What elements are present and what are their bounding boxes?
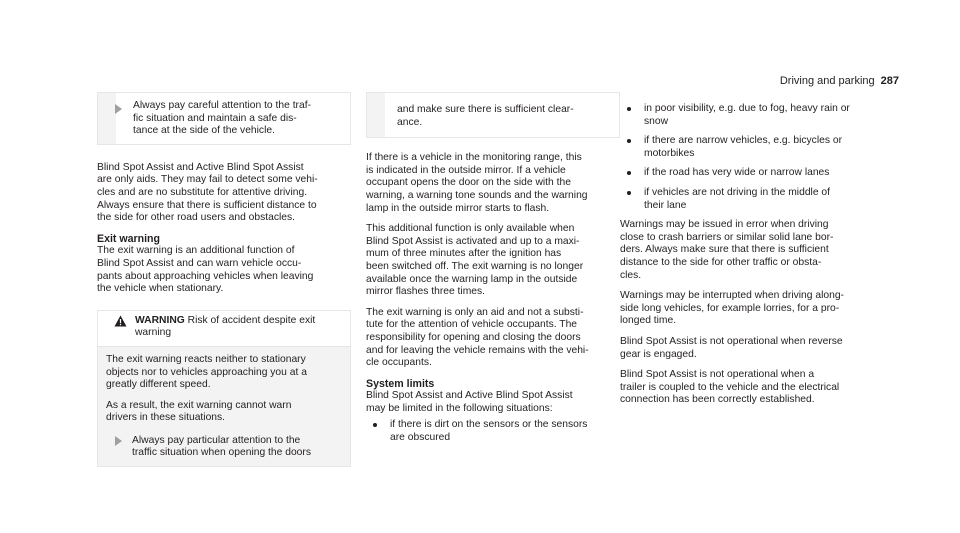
text-line: distance to the side for other traffic or obsta- xyxy=(620,256,822,268)
text-line: and for leaving the vehicle remains with the vehi- xyxy=(366,344,589,356)
text-line: if vehicles are not driving in the middle of xyxy=(644,186,831,198)
text-line: drivers in these situations. xyxy=(106,412,226,424)
text-line: The exit warning is only an aid and not a substi- xyxy=(366,306,584,318)
continued-step-box xyxy=(366,92,620,138)
text-line: pants about approaching vehicles when leaving xyxy=(97,270,314,282)
paragraph xyxy=(366,307,620,370)
text-line: connection has been correctly established. xyxy=(620,394,815,406)
text-line: If there is a vehicle in the monitoring range, this xyxy=(366,152,582,164)
page-header xyxy=(780,75,899,88)
text-line: is indicated in the outside mirror. If a vehicle xyxy=(366,164,566,176)
list-item xyxy=(620,103,905,128)
intro-paragraph xyxy=(97,162,351,225)
bullet-icon xyxy=(627,171,631,175)
text-line: fic situation and maintain a safe dis- xyxy=(133,112,297,124)
text-line: close to crash barriers or similar solid lane bor- xyxy=(620,231,834,243)
text-line: Always pay careful attention to the traf- xyxy=(133,100,311,111)
column-1 xyxy=(97,92,351,467)
text-line: their lane xyxy=(644,199,687,211)
text-line: mirror flashes three times. xyxy=(366,286,486,298)
text-line: occupant opens the door on the side with the xyxy=(366,177,571,189)
paragraph xyxy=(620,369,905,407)
text-line: Blind Spot Assist and can warn vehicle occu- xyxy=(97,257,302,269)
warning-title-text: Risk of accident despite exit xyxy=(187,314,316,326)
step-arrow-icon xyxy=(115,104,122,114)
bullet-icon xyxy=(627,191,631,195)
text-line: Warnings may be issued in error when driving xyxy=(620,219,829,231)
text-line: Always ensure that there is sufficient distance to xyxy=(97,199,317,211)
bullet-icon xyxy=(627,139,631,143)
step-arrow-icon xyxy=(115,436,122,446)
paragraph xyxy=(620,336,905,361)
warning-triangle-icon xyxy=(114,315,127,327)
text-line: greatly different speed. xyxy=(106,379,211,391)
text-line: available once the warning lamp in the outside xyxy=(366,273,578,285)
warning-title-text: warning xyxy=(135,327,172,339)
text-line: the vehicle when stationary. xyxy=(97,283,224,295)
text-line: snow xyxy=(644,115,669,127)
paragraph xyxy=(620,290,905,328)
text-line: longed time. xyxy=(620,315,677,327)
warning-title xyxy=(135,315,315,340)
text-line: Blind Spot Assist and Active Blind Spot Assist xyxy=(97,161,304,173)
text-line: Warnings may be interrupted when driving along- xyxy=(620,290,844,302)
text-line: tute for the attention of vehicle occupants. The xyxy=(366,319,578,331)
text-line: are obscured xyxy=(390,432,451,444)
text-line: As a result, the exit warning cannot warn xyxy=(106,399,292,411)
list-item xyxy=(366,419,620,444)
bullet-icon xyxy=(373,423,377,427)
text-line: ders. Always make sure that there is sufficient xyxy=(620,244,829,256)
text-line: responsibility for opening and closing the doors xyxy=(366,331,581,343)
text-line: Always pay particular attention to the xyxy=(132,434,301,446)
paragraph xyxy=(366,152,620,215)
text-line: cles. xyxy=(620,269,642,281)
warning-paragraph xyxy=(106,400,344,425)
warning-step xyxy=(106,435,344,460)
text-line: gear is engaged. xyxy=(620,348,697,360)
text-line: ance. xyxy=(397,116,423,128)
text-line: Blind Spot Assist is not operational when a xyxy=(620,369,815,381)
text-line: if the road has very wide or narrow lanes xyxy=(644,167,830,179)
text-line: The exit warning is an additional function of xyxy=(97,245,295,257)
text-line: This additional function is only available when xyxy=(366,223,575,235)
text-line: objects nor to vehicles approaching you at a xyxy=(106,366,307,378)
bullet-icon xyxy=(627,107,631,111)
step-text xyxy=(125,100,350,138)
text-line: motorbikes xyxy=(644,147,695,159)
text-line: warning, a warning tone sounds and the warning xyxy=(366,189,588,201)
text-line: been switched off. The exit warning is no longer xyxy=(366,260,584,272)
paragraph xyxy=(366,223,620,299)
step-gutter xyxy=(367,93,385,137)
text-line: the side for other road users and obstacles. xyxy=(97,212,296,224)
exit-warning-heading: Exit warning xyxy=(97,232,160,245)
text-line: tance at the side of the vehicle. xyxy=(133,125,275,137)
step-gutter xyxy=(98,93,116,144)
warning-paragraph xyxy=(106,354,344,392)
instruction-step-box xyxy=(97,92,351,145)
text-line: and make sure there is sufficient clear- xyxy=(397,104,574,115)
warning-header xyxy=(98,311,350,347)
text-line: if there are narrow vehicles, e.g. bicycles or xyxy=(644,135,843,147)
warning-label: WARNING xyxy=(135,314,185,326)
text-line: cles and are no substitute for attentive driving. xyxy=(97,186,308,198)
section-title: Driving and parking xyxy=(779,75,875,87)
text-line: if there is dirt on the sensors or the sensors xyxy=(390,419,588,431)
exit-warning-paragraph xyxy=(97,245,351,295)
column-2 xyxy=(366,92,620,452)
list-item xyxy=(620,187,905,212)
warning-body xyxy=(98,347,350,466)
text-line: Blind Spot Assist is activated and up to a maxi- xyxy=(366,235,580,247)
text-line: cle occupants. xyxy=(366,357,432,369)
text-line: side long vehicles, for example lorries, for a pro- xyxy=(620,302,840,314)
text-line: are only aids. They may fail to detect some vehi- xyxy=(97,174,318,186)
text-line: Blind Spot Assist is not operational when reverse xyxy=(620,335,843,347)
column-3 xyxy=(620,103,905,415)
text-line: Blind Spot Assist and Active Blind Spot Assist xyxy=(366,390,573,402)
text-line: traffic situation when opening the doors xyxy=(132,447,311,459)
paragraph xyxy=(366,390,620,415)
text-line: The exit warning reacts neither to stationary xyxy=(106,353,306,365)
text-line: trailer is coupled to the vehicle and the electrical xyxy=(620,381,840,393)
paragraph xyxy=(620,219,905,282)
text-line: lamp in the outside mirror starts to flash. xyxy=(366,202,550,214)
list-item xyxy=(620,135,905,160)
warning-box xyxy=(97,310,351,467)
page-number: 287 xyxy=(880,75,899,87)
list-item xyxy=(620,167,905,180)
system-limits-heading: System limits xyxy=(366,377,435,390)
text-line: mum of three minutes after the ignition has xyxy=(366,248,562,260)
text-line: may be limited in the following situations: xyxy=(366,402,553,414)
text-line: in poor visibility, e.g. due to fog, heavy rain or xyxy=(644,103,850,114)
